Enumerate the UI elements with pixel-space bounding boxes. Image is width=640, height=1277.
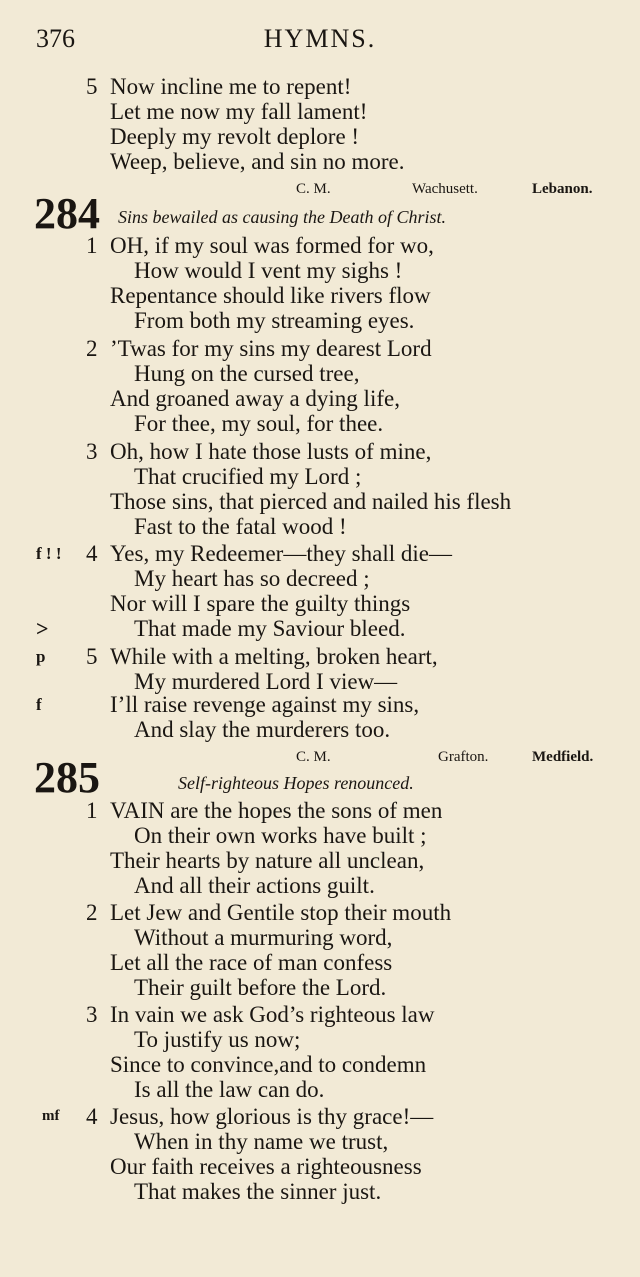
verse-line: While with a melting, broken heart, [110,644,438,669]
verse-line: That makes the sinner just. [134,1179,382,1204]
verse-line: I’ll raise revenge against my sins, [110,692,420,717]
verse-line: And slay the murderers too. [134,717,391,742]
hymn-meter: C. M. [296,749,331,765]
verse-line: Since to convince,and to condemn [110,1052,427,1077]
tune-name: Medfield. [532,749,594,765]
verse-line: Fast to the fatal wood ! [134,514,347,539]
hymn-subtitle: Self-righteous Hopes renounced. [178,773,414,793]
dynamic-mark: f ! ! [36,544,62,563]
running-header [0,24,640,58]
verse-line: When in thy name we trust, [134,1129,389,1154]
verse-line: Hung on the cursed tree, [134,361,360,386]
verse-line: How would I vent my sighs ! [134,258,403,283]
verse-line: Jesus, how glorious is thy grace!— [110,1104,434,1129]
hymn-subtitle: Sins bewailed as causing the Death of Christ. [118,207,446,227]
verse-line: My murdered Lord I view— [134,669,398,694]
verse-line: Their guilt before the Lord. [134,975,387,1000]
verse-number: 2 [86,336,98,361]
verse-number: 1 [86,798,98,823]
verse-line: Their hearts by nature all unclean, [110,848,425,873]
verse-number: 5 [86,644,98,669]
verse-line: That made my Saviour bleed. [134,616,406,641]
verse-line: My heart has so decreed ; [134,566,370,591]
verse-line: Let me now my fall lament! [110,99,368,124]
verse-line: Is all the law can do. [134,1077,325,1102]
hymn-meter: C. M. [296,181,331,197]
verse-line: To justify us now; [134,1027,301,1052]
verse-line: And groaned away a dying life, [110,386,400,411]
verse-line: Let Jew and Gentile stop their mouth [110,900,452,925]
verse-line: Those sins, that pierced and nailed his flesh [110,489,512,514]
tune-name: Lebanon. [532,181,593,197]
dynamic-mark: p [36,647,46,666]
verse-line: Yes, my Redeemer—they shall die— [110,541,452,566]
page-number: 376 [36,24,75,53]
verse-line: Deeply my revolt deplore ! [110,124,360,149]
verse-line: Nor will I spare the guilty things [110,591,411,616]
verse-line: On their own works have built ; [134,823,427,848]
verse-number: 4 [86,541,98,566]
verse-line: For thee, my soul, for thee. [134,411,384,436]
accent-mark: > [36,616,49,641]
verse-line: Weep, believe, and sin no more. [110,149,405,174]
page-title: HYMNS. [263,24,377,53]
dynamic-mark: mf [42,1108,60,1124]
tune-name: Grafton. [438,749,489,765]
verse-line: And all their actions guilt. [134,873,375,898]
verse-line: Our faith receives a righteousness [110,1154,422,1179]
verse-number: 3 [86,1002,98,1027]
tune-name: Wachusett. [412,181,478,197]
verse-line: Now incline me to repent! [110,74,352,99]
verse-number: 5 [86,74,98,99]
verse-line: In vain we ask God’s righteous law [110,1002,435,1027]
verse-line: From both my streaming eyes. [134,308,415,333]
verse-line: ’Twas for my sins my dearest Lord [110,336,432,361]
dynamic-mark: f [36,695,42,714]
hymn-number: 284 [34,189,100,238]
verse-line: Without a murmuring word, [134,925,393,950]
verse-line: VAIN are the hopes the sons of men [110,798,443,823]
verse-line: Repentance should like rivers flow [110,283,431,308]
verse-number: 3 [86,439,98,464]
hymn-number: 285 [34,753,100,802]
verse-line: Oh, how I hate those lusts of mine, [110,439,432,464]
verse-line: OH, if my soul was formed for wo, [110,233,434,258]
verse-number: 4 [86,1104,98,1129]
verse-line: That crucified my Lord ; [134,464,362,489]
verse-number: 1 [86,233,98,258]
verse-line: Let all the race of man confess [110,950,393,975]
verse-number: 2 [86,900,98,925]
